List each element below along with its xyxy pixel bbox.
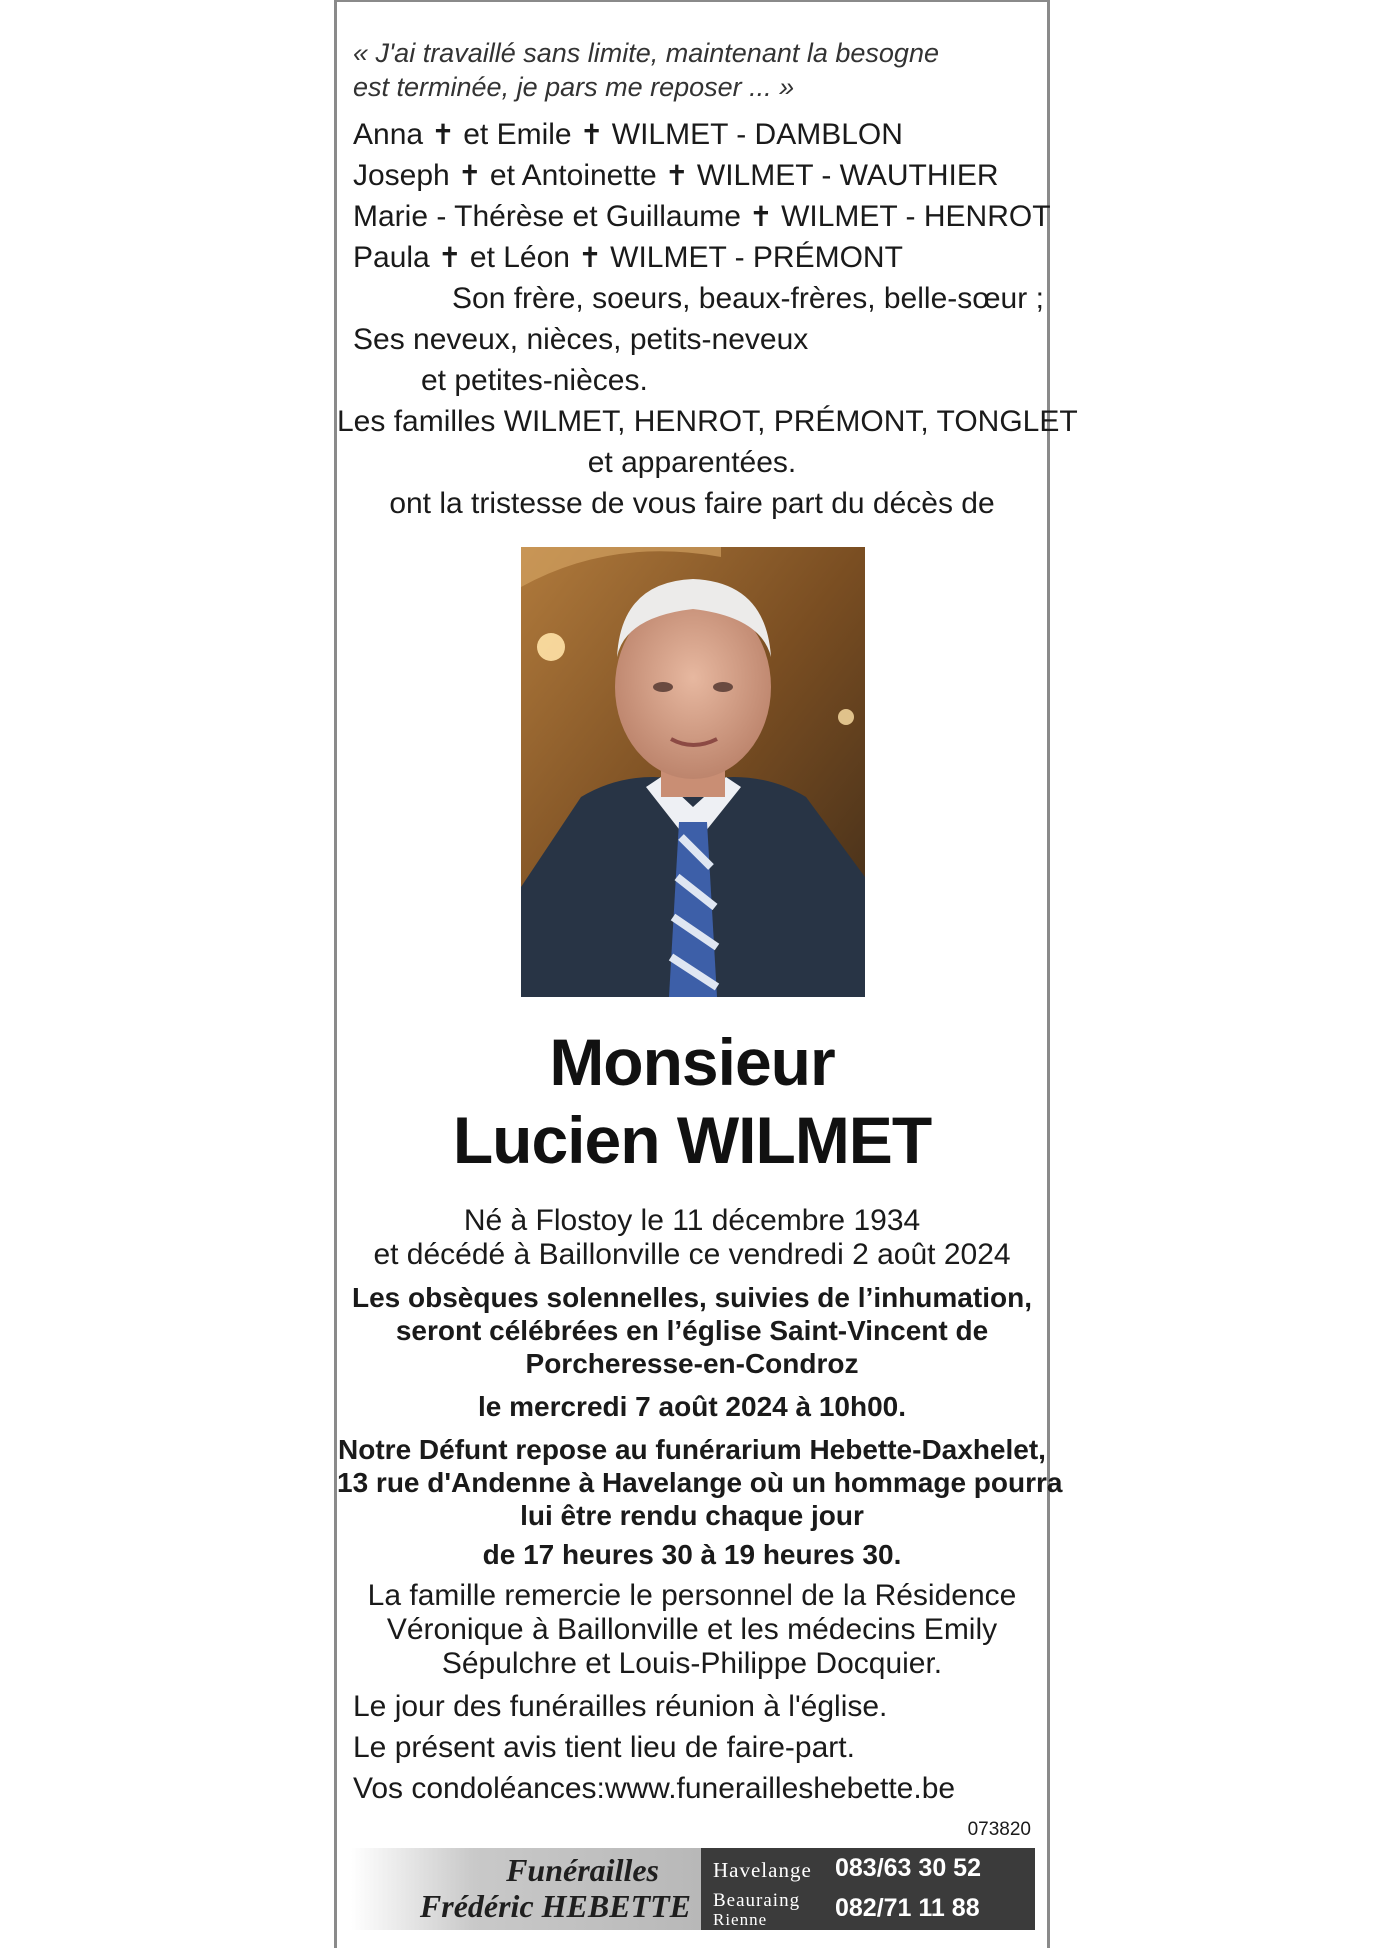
condolences-link[interactable]: Vos condoléances:www.funerailleshebette.be [353, 1772, 956, 1805]
quote-line-1: « J'ai travaillé sans limite, maintenant la besogne [353, 38, 939, 68]
family-line-5: Son frère, soeurs, beaux-frères, belle-sœur ; [452, 282, 1044, 315]
deceased-title: Monsieur [549, 1025, 835, 1099]
funeral-date: le mercredi 7 août 2024 à 10h00. [477, 1391, 907, 1422]
brand-line-1: Funérailles [506, 1852, 659, 1888]
repose-line-1: Notre Défunt repose au funérarium Hebette-Daxhelet, [338, 1434, 1046, 1465]
cross-icon: ✝ [438, 242, 462, 273]
family-line-3: Marie - Thérèse et Guillaume ✝ WILMET - HENROT [353, 200, 1051, 233]
funeral-line-3: Porcheresse-en-Condroz [525, 1348, 859, 1379]
deceased-name: Lucien WILMET [452, 1103, 932, 1177]
family-line-8: Les familles WILMET, HENROT, PRÉMONT, TONGLET [337, 405, 1078, 438]
quote-line-2: est terminée, je pars me reposer ... » [353, 72, 795, 102]
reunion-line: Le jour des funérailles réunion à l'église. [353, 1690, 888, 1723]
family-line-1: Anna ✝ et Emile ✝ WILMET - DAMBLON [353, 118, 903, 151]
visiting-hours: de 17 heures 30 à 19 heures 30. [482, 1539, 902, 1570]
notice-line: Le présent avis tient lieu de faire-part. [353, 1731, 855, 1764]
brand-line-2: Frédéric HEBETTE [419, 1888, 691, 1924]
birth-line: Né à Flostoy le 11 décembre 1934 [463, 1204, 921, 1237]
family-line-4: Paula ✝ et Léon ✝ WILMET - PRÉMONT [353, 241, 903, 274]
family-line-6: Ses neveux, nièces, petits-neveux [353, 323, 809, 356]
family-line-2: Joseph ✝ et Antoinette ✝ WILMET - WAUTHIER [353, 159, 999, 192]
cross-icon: ✝ [458, 160, 482, 191]
cross-icon: ✝ [749, 201, 773, 232]
repose-line-3: lui être rendu chaque jour [520, 1500, 864, 1531]
family-line-9: et apparentées. [587, 446, 797, 479]
cross-icon: ✝ [579, 119, 604, 150]
announcement-line: ont la tristesse de vous faire part du décès de [389, 487, 995, 520]
thanks-line-3: Sépulchre et Louis-Philippe Docquier. [441, 1647, 943, 1680]
funeral-home-banner [351, 1848, 1035, 1930]
family-line-7: et petites-nièces. [421, 364, 648, 397]
city-rienne: Rienne [713, 1910, 768, 1929]
death-line: et décédé à Baillonville ce vendredi 2 août 2024 [373, 1238, 1011, 1271]
thanks-line-2: Véronique à Baillonville et les médecins Emily [386, 1613, 998, 1646]
cross-icon: ✝ [431, 119, 455, 150]
city-beauraing: Beauraing [713, 1890, 801, 1911]
funeral-home-logo [351, 1848, 701, 1930]
city-havelange: Havelange [713, 1858, 812, 1882]
contact-panel [701, 1848, 1035, 1930]
thanks-line-1: La famille remercie le personnel de la Résidence [367, 1579, 1017, 1612]
cross-icon: ✝ [578, 242, 602, 273]
cross-icon: ✝ [665, 160, 689, 191]
reference-number: 073820 [967, 1819, 1031, 1840]
phone-beauraing[interactable]: 082/71 11 88 [835, 1894, 980, 1922]
funeral-line-1: Les obsèques solennelles, suivies de l’inhumation, [352, 1282, 1032, 1313]
portrait-photo [521, 547, 865, 997]
obituary-notice [334, 0, 1078, 1948]
phone-havelange[interactable]: 083/63 30 52 [835, 1854, 981, 1882]
repose-line-2: 13 rue d'Andenne à Havelange où un hommage pourra [337, 1467, 1063, 1498]
funeral-line-2: seront célébrées en l’église Saint-Vincent de [395, 1315, 989, 1346]
